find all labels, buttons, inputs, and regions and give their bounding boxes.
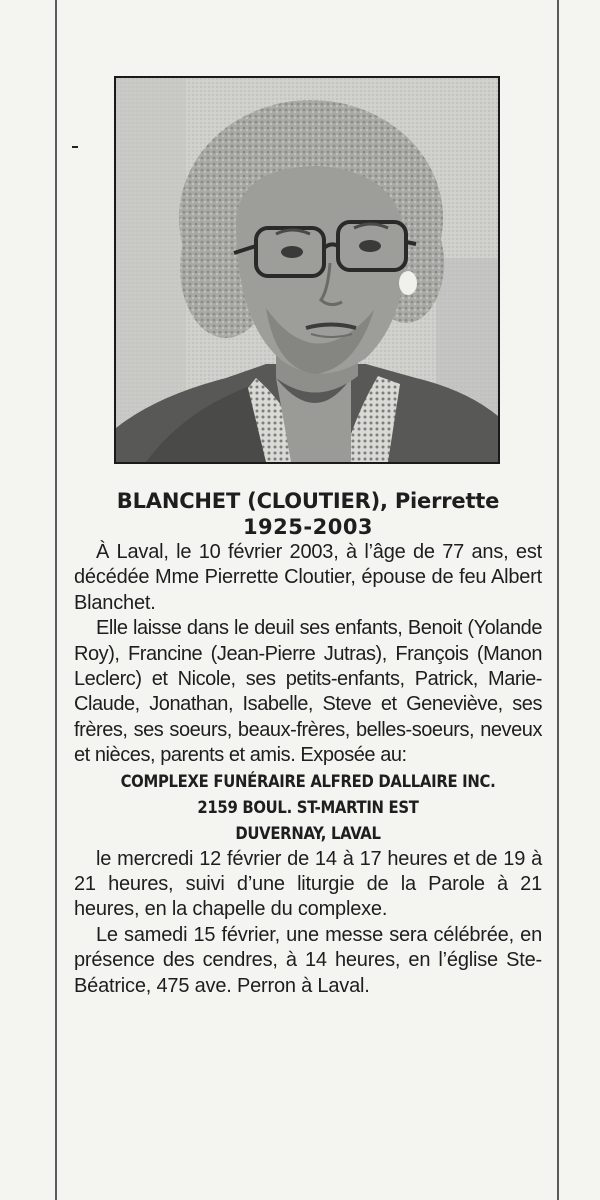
- obituary-header: [74, 488, 542, 540]
- column-rule-right: [557, 0, 559, 1200]
- death-announcement: À Laval, le 10 février 2003, à l’âge de 77 ans, est décédée Mme Pierrette Cloutier, épouse de feu Albert Blanchet.: [74, 541, 542, 614]
- funeral-home-name: COMPLEXE FUNÉRAIRE ALFRED DALLAIRE INC.: [120, 771, 496, 791]
- mass-details: Le samedi 15 février, une messe sera célébrée, en présence des cendres, à 14 heures, en l’église Ste-Béatrice, 475 ave. Perron à Laval.: [74, 923, 542, 997]
- obituary-body: [74, 540, 542, 999]
- survivors-paragraph: Elle laisse dans le deuil ses enfants, Benoit (Yolande Roy), Francine (Jean-Pierre Jutras), François (Manon Leclerc) et Nicole, ses petits-enfants, Patrick, Marie-Claude, Jonathan, Isabelle, Steve et Geneviève, ses frères, ses soeurs, beaux-frères, belles-soeurs, neveux et nièces, parents et amis. Exposée au:: [74, 617, 542, 767]
- deceased-name: BLANCHET (CLOUTIER), Pierrette: [116, 489, 500, 513]
- funeral-home-city: DUVERNAY, LAVAL: [235, 823, 381, 843]
- funeral-home-address: [74, 769, 542, 847]
- life-years: 1925-2003: [242, 515, 374, 539]
- portrait-photo: [114, 76, 500, 464]
- funeral-home-street: 2159 BOUL. ST-MARTIN EST: [197, 797, 419, 817]
- column-rule-left: [55, 0, 57, 1200]
- print-speck: [72, 146, 78, 148]
- visitation-details: le mercredi 12 février de 14 à 17 heures et de 19 à 21 heures, suivi d’une liturgie de la Parole à 21 heures, en la chapelle du complexe.: [74, 847, 542, 921]
